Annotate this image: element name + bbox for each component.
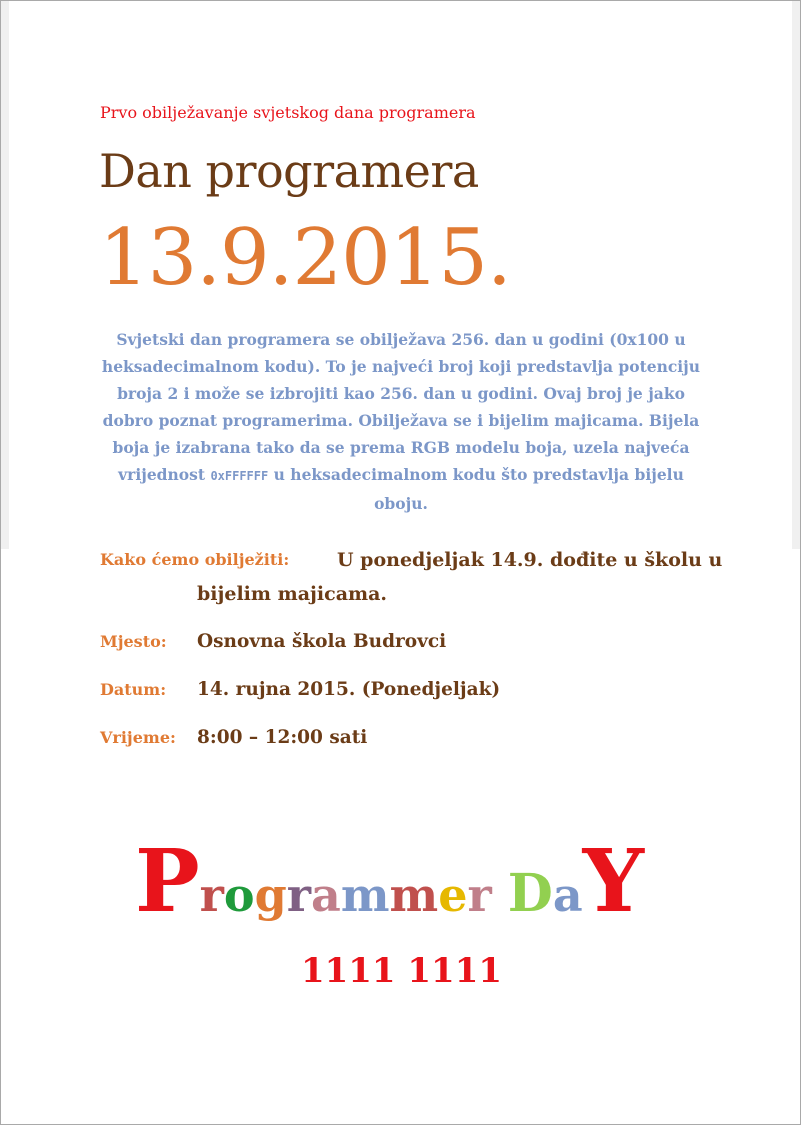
binary-number: 1111 1111 xyxy=(300,951,503,991)
wordart-letter: a xyxy=(311,868,341,922)
detail-how xyxy=(100,549,723,571)
wordart-letter: a xyxy=(552,868,583,922)
description-text-2: u heksadecimalnom kodu što predstavlja bijelu oboju. xyxy=(273,465,684,513)
programmer-day-wordart xyxy=(135,831,645,932)
place-value: Osnovna škola Budrovci xyxy=(197,631,447,652)
wordart-letter: r xyxy=(467,868,492,922)
description xyxy=(101,326,701,517)
page-title: Dan programera xyxy=(99,144,479,198)
how-value-line2: bijelim majicama. xyxy=(197,583,388,605)
event-date: 13.9.2015. xyxy=(99,213,511,303)
wordart-letter: e xyxy=(438,868,468,922)
wordart-letter: r xyxy=(199,868,224,922)
wordart-letter xyxy=(492,872,508,918)
detail-place xyxy=(100,631,447,652)
wordart-letter: o xyxy=(223,868,255,922)
wordart-letter: m xyxy=(389,868,439,922)
how-value-line1: U ponedjeljak 14.9. dođite u školu u xyxy=(337,549,723,571)
place-label: Mjesto: xyxy=(100,632,167,651)
wordart-letter: r xyxy=(286,868,312,922)
wordart-letter: g xyxy=(254,868,287,922)
detail-time xyxy=(100,727,368,748)
time-value: 8:00 – 12:00 sati xyxy=(197,727,368,748)
how-label: Kako ćemo obilježiti: xyxy=(100,550,290,569)
wordart-letter: Y xyxy=(582,831,645,932)
detail-date xyxy=(100,679,501,700)
time-label: Vrijeme: xyxy=(100,728,176,747)
wordart-letter: P xyxy=(135,831,200,932)
description-hex: 0xFFFFFF xyxy=(210,469,269,483)
wordart-letter: D xyxy=(507,863,553,924)
subtitle: Prvo obilježavanje svjetskog dana programera xyxy=(100,103,476,122)
wordart-letter: m xyxy=(340,868,390,922)
description-text-1: Svjetski dan programera se obilježava 256. dan u godini (0x100 u heksadecimalnom kodu). To je najveći broj koji predstavlja potenciju broja 2 i može se izbrojiti kao 256. dan u godini. Ovaj broj je jako dobro poznat programerima. Obilježava se i bijelim majicama. Bijela boja je izabrana tako da se prema RGB modelu boja, uzela najveća vrijednost xyxy=(101,330,701,484)
page-edge-shade xyxy=(792,1,800,549)
date-value: 14. rujna 2015. (Ponedjeljak) xyxy=(197,679,501,700)
page-edge-shade xyxy=(1,1,9,549)
date-label: Datum: xyxy=(100,680,167,699)
